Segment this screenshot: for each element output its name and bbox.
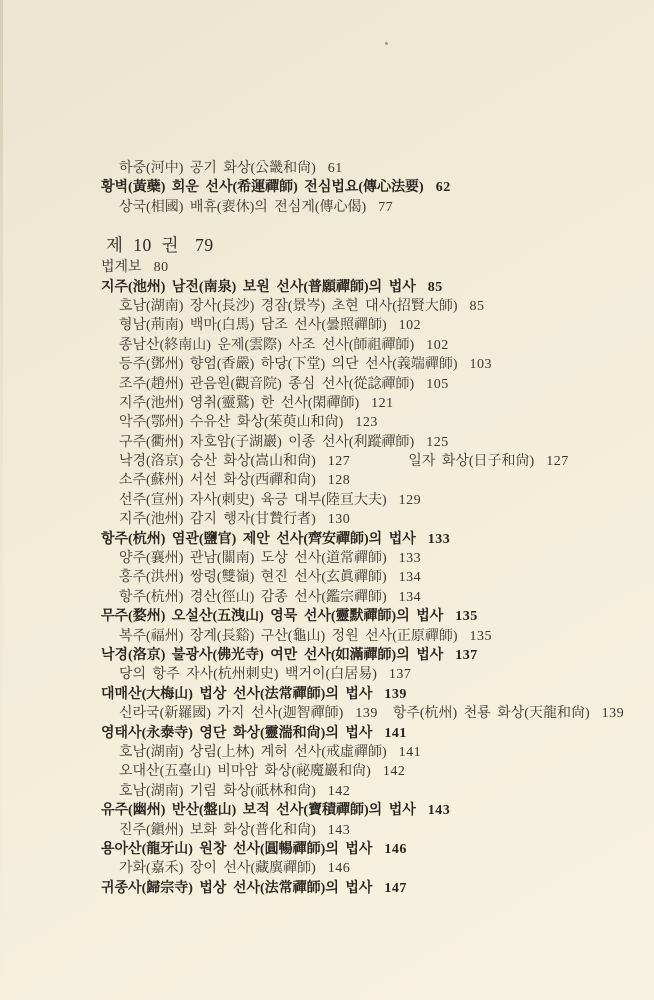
toc-entry-text: 신라국(新羅國) 가지 선사(迦智禪師) xyxy=(119,706,344,722)
toc-entry-text: 종남산(終南山) 운제(雲際) 사조 선사(師祖禪師) xyxy=(119,337,415,353)
toc-entry xyxy=(0,549,654,568)
toc-entry xyxy=(0,491,654,510)
toc-entry xyxy=(0,510,654,529)
toc-entry xyxy=(0,859,654,878)
toc-entry-text: 일자 화상(日子和尙) xyxy=(408,454,535,470)
toc-entry-page-number: 146 xyxy=(384,841,407,857)
toc-entry-text: 낙경(洛京) 불광사(佛光寺) 여만 선사(如滿禪師)의 법사 xyxy=(101,647,444,663)
toc-entry-page-number: 133 xyxy=(427,531,451,547)
toc-entry xyxy=(0,413,654,432)
toc-entry xyxy=(0,336,654,355)
toc-entry-text: 무주(婺州) 오설산(五洩山) 영묵 선사(靈默禪師)의 법사 xyxy=(101,609,444,625)
toc-entry xyxy=(0,258,654,277)
toc-entry xyxy=(0,704,654,723)
toc-entry-page-number: 127 xyxy=(546,454,569,470)
toc-list xyxy=(0,159,654,898)
toc-entry xyxy=(0,665,654,684)
toc-entry-text: 호남(湖南) 상림(上林) 계허 선사(戒虛禪師) xyxy=(119,744,387,760)
toc-entry-page-number: 143 xyxy=(327,822,351,838)
toc-entry-page-number: 141 xyxy=(384,725,407,741)
toc-entry-text: 항주(杭州) 경산(徑山) 감종 선사(鑑宗禪師) xyxy=(119,589,387,605)
toc-entry xyxy=(0,375,654,394)
toc-entry-page-number: 142 xyxy=(382,764,406,780)
toc-entry xyxy=(0,627,654,646)
toc-entry xyxy=(0,840,654,859)
toc-entry xyxy=(0,607,654,626)
toc-entry-text: 항주(杭州) 염관(鹽官) 제안 선사(齊安禪師)의 법사 xyxy=(101,531,416,547)
toc-entry xyxy=(0,801,654,820)
toc-entry-text: 가화(嘉禾) 장이 선사(藏廙禪師) xyxy=(119,861,316,877)
toc-entry-page-number: 135 xyxy=(469,628,493,644)
toc-entry xyxy=(0,471,654,490)
toc-entry-text: 하중(河中) 공기 화상(公畿和尙) xyxy=(119,161,316,176)
toc-entry-page-number: 127 xyxy=(327,454,351,470)
toc-entry xyxy=(0,646,654,665)
toc-entry xyxy=(0,568,654,587)
toc-entry-page-number: 128 xyxy=(327,473,351,489)
toc-entry-text: 등주(鄧州) 향엄(香嚴) 하당(下堂) 의단 선사(義端禪師) xyxy=(119,357,458,373)
toc-entry-text: 황벽(黃蘗) 회운 선사(希運禪師) 전심법요(傳心法要) xyxy=(101,180,424,196)
toc-entry-text: 홍주(洪州) 쌍령(雙嶺) 현진 선사(玄眞禪師) xyxy=(119,570,387,586)
toc-entry-text: 호남(湖南) 기림 화상(祇林和尙) xyxy=(119,783,316,799)
toc-entry-page-number: 102 xyxy=(426,337,449,353)
toc-entry-page-number: 139 xyxy=(355,706,378,722)
toc-section-title xyxy=(0,232,654,258)
toc-entry-page-number: 61 xyxy=(327,161,343,176)
toc-entry-text: 귀종사(歸宗寺) 법상 선사(法常禪師)의 법사 xyxy=(101,880,373,896)
toc-entry xyxy=(0,685,654,704)
toc-entry xyxy=(0,530,654,549)
dust-speck xyxy=(385,42,388,45)
toc-entry xyxy=(0,394,654,413)
toc-entry-text: 유주(幽州) 반산(盤山) 보적 선사(寶積禪師)의 법사 xyxy=(101,803,416,819)
toc-entry-page-number: 137 xyxy=(455,647,478,663)
toc-entry-text: 법계보 xyxy=(101,260,142,276)
toc-entry-page-number: 85 xyxy=(469,298,485,314)
toc-entry xyxy=(0,782,654,801)
toc-entry-page-number: 77 xyxy=(378,199,394,215)
toc-entry-text: 용아산(龍牙山) 원창 선사(圓暢禪師)의 법사 xyxy=(101,841,373,857)
toc-entry-page-number: 139 xyxy=(384,686,407,702)
toc-entry-page-number: 130 xyxy=(327,512,351,528)
toc-entry-page-number: 85 xyxy=(427,279,443,295)
toc-entry xyxy=(0,297,654,316)
toc-entry-page-number: 103 xyxy=(469,357,493,373)
toc-entry-text: 양주(襄州) 관남(關南) 도상 선사(道常禪師) xyxy=(119,551,387,567)
toc-entry xyxy=(0,452,654,471)
toc-entry xyxy=(0,178,654,197)
toc-entry xyxy=(0,433,654,452)
toc-entry-page-number: 80 xyxy=(153,260,169,276)
toc-entry xyxy=(0,159,654,178)
toc-entry-page-number: 142 xyxy=(327,783,351,799)
toc-entry-text: 악주(鄂州) 수유산 화상(茱萸山和尙) xyxy=(119,415,344,431)
toc-entry-page-number: 79 xyxy=(195,235,214,256)
toc-entry-text: 상국(相國) 배휴(裵休)의 전심게(傳心偈) xyxy=(119,199,367,215)
toc-entry-page-number: 62 xyxy=(435,180,451,196)
toc-entry-text: 조주(趙州) 관음원(觀音院) 종심 선사(從諗禪師) xyxy=(119,376,415,392)
toc-entry-text: 지주(池州) 감지 행자(甘贄行者) xyxy=(119,512,316,528)
toc-entry-text: 복주(福州) 장계(長谿) 구산(龜山) 정원 선사(正原禪師) xyxy=(119,628,458,644)
toc-entry-text: 소주(蘇州) 서선 화상(西禪和尙) xyxy=(119,473,316,489)
toc-entry-page-number: 133 xyxy=(398,551,422,567)
toc-entry-text: 지주(池州) 남전(南泉) 보원 선사(普願禪師)의 법사 xyxy=(101,279,416,295)
toc-entry-text: 오대산(五臺山) 비마암 화상(祕魔巖和尙) xyxy=(119,764,371,780)
toc-entry-page-number: 141 xyxy=(398,744,422,760)
toc-entry-page-number: 135 xyxy=(455,609,478,625)
toc-entry-text: 당의 항주 자사(杭州刺史) 백거이(白居易) xyxy=(119,667,377,683)
toc-entry-text: 진주(鎭州) 보화 화상(普化和尙) xyxy=(119,822,316,838)
toc-entry-page-number: 123 xyxy=(355,415,378,431)
toc-entry-page-number: 105 xyxy=(426,376,449,392)
toc-entry-page-number: 134 xyxy=(398,570,422,586)
toc-entry-text: 낙경(洛京) 숭산 화상(嵩山和尙) xyxy=(119,454,316,470)
toc-entry-text: 형남(荊南) 백마(白馬) 담조 선사(曇照禪師) xyxy=(119,318,387,334)
toc-entry-page-number: 125 xyxy=(426,434,449,450)
toc-entry-page-number: 102 xyxy=(398,318,422,334)
toc-entry xyxy=(0,762,654,781)
toc-entry-page-number: 137 xyxy=(388,667,412,683)
toc-entry-text: 영태사(永泰寺) 영단 화상(靈湍和尙)의 법사 xyxy=(101,725,373,741)
toc-entry-page-number: 147 xyxy=(384,880,407,896)
toc-entry xyxy=(0,278,654,297)
toc-entry xyxy=(0,743,654,762)
toc-entry-page-number: 121 xyxy=(371,395,394,411)
toc-entry-page-number: 134 xyxy=(398,589,422,605)
toc-entry xyxy=(0,879,654,898)
toc-entry-text: 선주(宣州) 자사(刺史) 육긍 대부(陸亘大夫) xyxy=(119,492,387,508)
toc-entry-text: 제 10 권 xyxy=(106,235,180,256)
toc-entry xyxy=(0,355,654,374)
toc-entry-text: 대매산(大梅山) 법상 선사(法常禪師)의 법사 xyxy=(101,686,373,702)
toc-entry-page-number: 146 xyxy=(327,861,351,877)
toc-entry-page-number: 129 xyxy=(398,492,422,508)
toc-entry-text: 지주(池州) 영취(靈鷲) 한 선사(閑禪師) xyxy=(119,395,360,411)
toc-entry xyxy=(0,724,654,743)
toc-entry-page-number: 143 xyxy=(427,803,451,819)
toc-entry-text: 항주(杭州) 천룡 화상(天龍和尙) xyxy=(392,706,590,722)
toc-entry-page-number: 139 xyxy=(601,706,625,722)
toc-entry-text: 호남(湖南) 장사(長沙) 경잠(景岑) 초현 대사(招賢大師) xyxy=(119,298,458,314)
toc-entry xyxy=(0,821,654,840)
toc-entry xyxy=(0,316,654,335)
toc-entry-text: 구주(衢州) 자호암(子湖巖) 이종 선사(利蹤禪師) xyxy=(119,434,415,450)
toc-entry xyxy=(0,198,654,217)
toc-entry xyxy=(0,588,654,607)
